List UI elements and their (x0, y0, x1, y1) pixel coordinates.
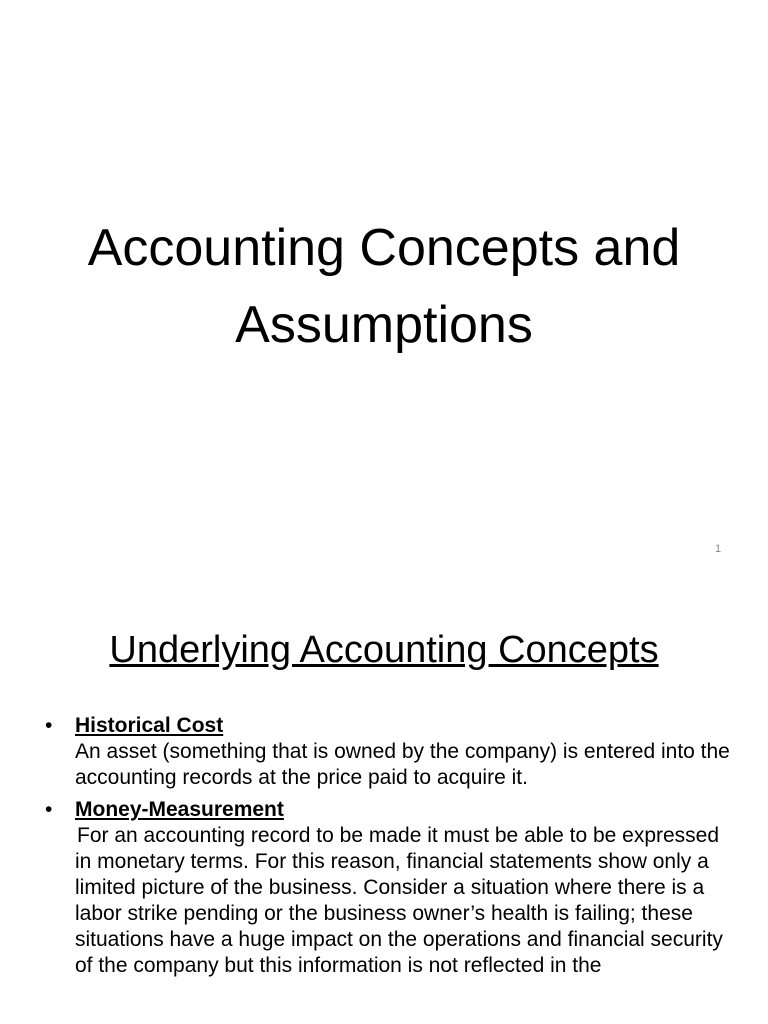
bullet-body: An asset (something that is owned by the company) is entered into the accounting records at the price paid to acquire it. (75, 740, 730, 789)
bullet-heading: Money-Measurement (75, 798, 284, 821)
slide-2 (0, 576, 768, 1024)
slide-number: 1 (714, 543, 722, 555)
bullet-marker: • (45, 714, 53, 737)
slide-title (0, 210, 768, 364)
bullet-body: For an accounting record to be made it must be able to be expressed in monetary terms. For this reason, financial statements show only a limited picture of the business. Consider a situation where there is a labor strike pending or the business owner’s health is failing; these situations have a huge impact on the operations and financial security of the company but this information is not reflected in the (75, 824, 723, 977)
bullet-heading: Historical Cost (75, 714, 224, 737)
slide-heading: Underlying Accounting Concepts (109, 629, 659, 671)
bullet-item-historical-cost (45, 713, 735, 791)
bullet-item-money-measurement (45, 797, 735, 979)
title-line-1: Accounting Concepts and (87, 219, 681, 277)
bullet-marker: • (45, 798, 53, 821)
bullet-list (45, 713, 735, 985)
title-line-2: Assumptions (235, 296, 533, 354)
